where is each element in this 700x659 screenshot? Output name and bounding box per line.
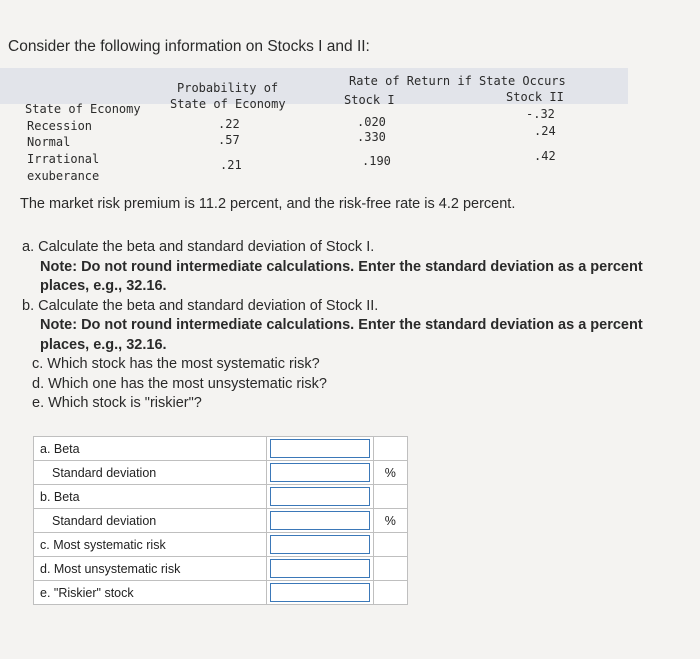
- percent-sign: %: [373, 461, 407, 485]
- sd-stock-2-input[interactable]: [270, 511, 369, 530]
- header-rate-of-return: Rate of Return if State Occurs: [349, 74, 566, 88]
- unit-cell: [373, 485, 407, 509]
- beta-stock-2-input[interactable]: [270, 487, 369, 506]
- row-state-line2: exuberance: [27, 169, 100, 183]
- answer-label-a-sd: Standard deviation: [34, 461, 267, 485]
- header-stock-1: Stock I: [344, 93, 395, 107]
- beta-stock-2-cell: [267, 485, 373, 509]
- unit-cell: [373, 581, 407, 605]
- answer-row-c: [34, 533, 408, 557]
- answer-row-e: [34, 581, 408, 605]
- answer-row-b-sd: [34, 509, 408, 533]
- row-state: Normal: [27, 135, 71, 149]
- answer-row-a-beta: [34, 437, 408, 461]
- percent-sign: %: [373, 509, 407, 533]
- question-e: e. Which stock is "riskier"?: [32, 395, 202, 411]
- unit-cell: [373, 533, 407, 557]
- answer-row-a-sd: [34, 461, 408, 485]
- question-d: d. Which one has the most unsystematic risk?: [32, 375, 327, 392]
- sd-stock-2-cell: [267, 509, 373, 533]
- most-unsystematic-select[interactable]: [270, 559, 369, 578]
- question-a-note-line2: places, e.g., 32.16.: [40, 278, 167, 294]
- riskier-stock-cell: [267, 581, 373, 605]
- answer-row-d: [34, 557, 408, 581]
- answer-label-a-beta: a. Beta: [34, 437, 267, 461]
- answer-table: [33, 436, 408, 605]
- row-state: Irrational: [27, 152, 100, 166]
- answer-label-b-sd: Standard deviation: [34, 509, 267, 533]
- most-systematic-select[interactable]: [270, 535, 369, 554]
- sd-stock-1-input[interactable]: [270, 463, 369, 482]
- question-b-note-line2: places, e.g., 32.16.: [40, 336, 167, 353]
- answer-label-c: c. Most systematic risk: [34, 533, 267, 557]
- systematic-risk-cell: [267, 533, 373, 557]
- unit-cell: [373, 557, 407, 581]
- row-probability: .22: [218, 117, 240, 131]
- question-a-note: Note: Do not round intermediate calculations. Enter the standard deviation as a percent: [40, 258, 643, 275]
- answer-label-e: e. "Riskier" stock: [34, 581, 267, 605]
- header-probability-line2: State of Economy: [170, 97, 286, 111]
- question-b-note: Note: Do not round intermediate calculations. Enter the standard deviation as a percent: [40, 317, 643, 333]
- row-stock-2-return: .42: [534, 149, 556, 163]
- row-stock-1-return: .190: [362, 154, 391, 168]
- row-probability: .21: [220, 158, 242, 172]
- header-probability-line1: Probability of: [177, 81, 279, 95]
- row-stock-2-return: .24: [534, 124, 556, 138]
- header-state-of-economy: State of Economy: [25, 102, 141, 116]
- market-premium-text: The market risk premium is 11.2 percent, and the risk-free rate is 4.2 percent.: [20, 196, 516, 212]
- answer-row-b-beta: [34, 485, 408, 509]
- unit-cell: [373, 437, 407, 461]
- row-probability: .57: [218, 133, 240, 147]
- row-stock-1-return: .330: [357, 130, 386, 144]
- sd-stock-1-cell: [267, 461, 373, 485]
- beta-stock-1-input[interactable]: [270, 439, 369, 458]
- header-stock-2: Stock II: [506, 90, 564, 104]
- beta-stock-1-cell: [267, 437, 373, 461]
- riskier-stock-select[interactable]: [270, 583, 369, 602]
- question-b: b. Calculate the beta and standard deviation of Stock II.: [22, 297, 379, 314]
- row-stock-1-return: .020: [357, 115, 386, 129]
- question-list: [22, 238, 643, 414]
- problem-intro: Consider the following information on Stocks I and II:: [8, 38, 370, 55]
- answer-label-b-beta: b. Beta: [34, 485, 267, 509]
- row-state: Recession: [27, 119, 93, 133]
- unsystematic-risk-cell: [267, 557, 373, 581]
- question-c: c. Which stock has the most systematic risk?: [32, 356, 320, 372]
- row-stock-2-return: -.32: [526, 107, 555, 121]
- answer-label-d: d. Most unsystematic risk: [34, 557, 267, 581]
- question-a: a. Calculate the beta and standard deviation of Stock I.: [22, 239, 375, 255]
